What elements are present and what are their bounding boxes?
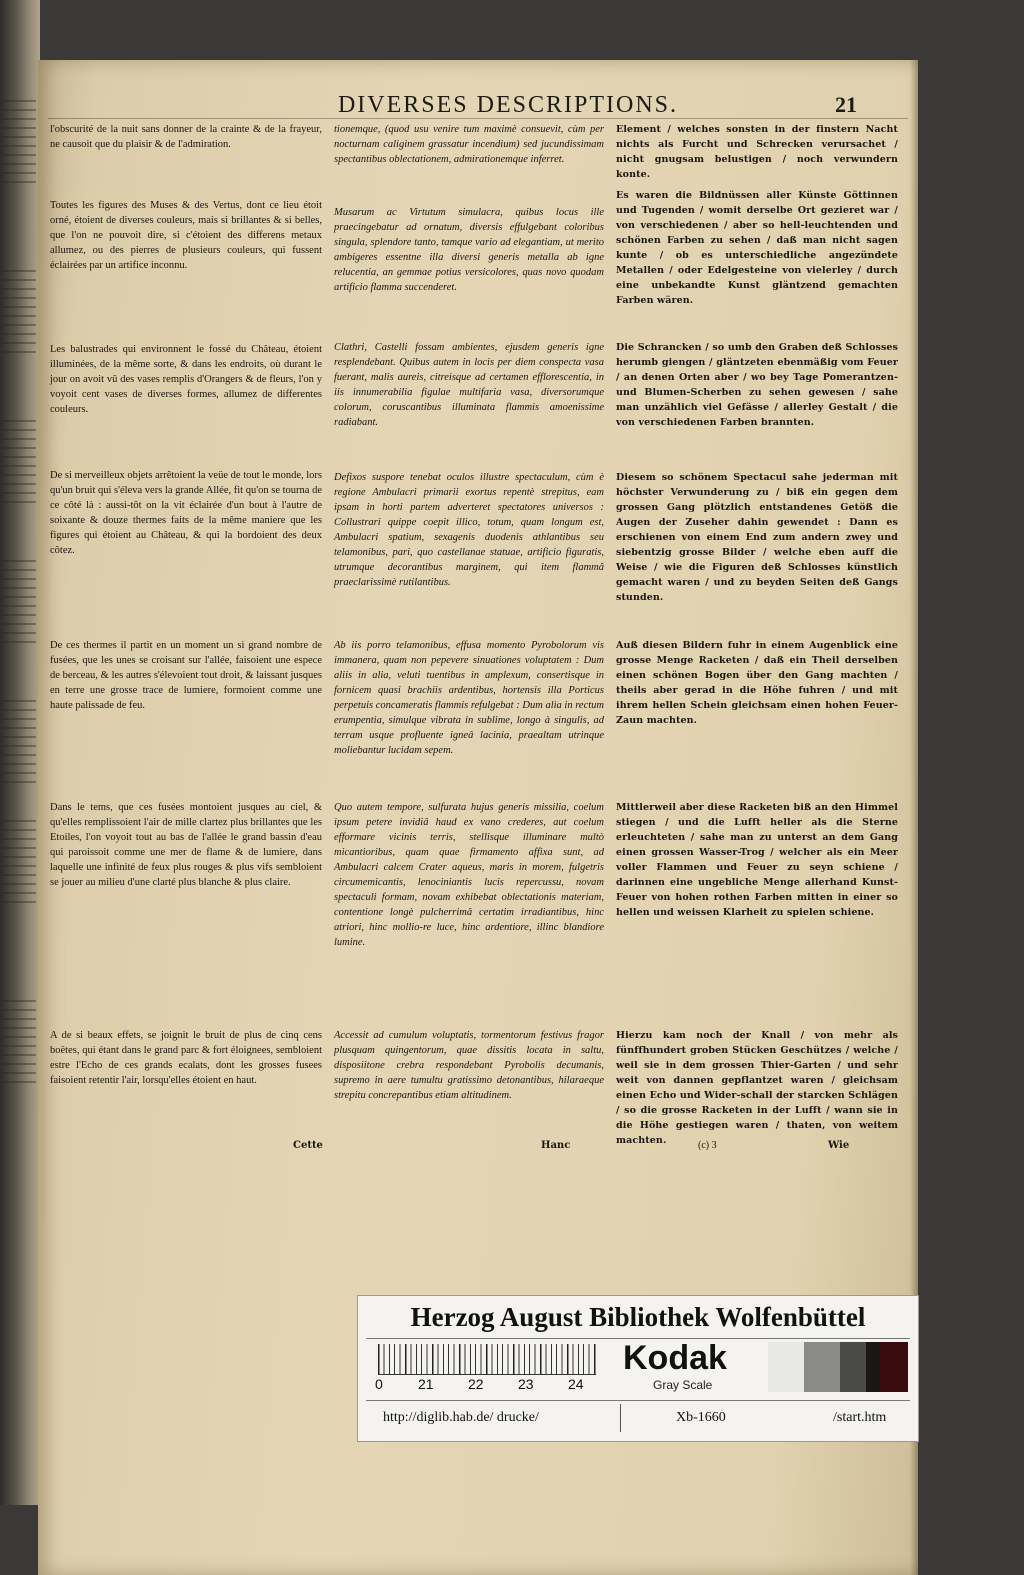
gray-swatch	[768, 1342, 804, 1392]
german-paragraph: Auß diesen Bildern fuhr in einem Augenblick eine grosse Menge Racketen / daß ein Theil derselben einen schönen Bogen über den Gang machten / theils aber gerad in die Höhe fuhren / und mit ihrem hellen Schein gleichsam einen hohen Feuer-Zaun machten.	[616, 640, 898, 726]
ruler-number: 0	[375, 1376, 383, 1392]
french-paragraph: De ces thermes il partit en un moment un si grand nombre de fusées, que les unes se croisant sur l'allée, faisoient une espece de berceau, & les autres s'élevoient tout droit, & laissant jusques en terre une grosse trace de lumiere, formoient comme une haute palissade de feu.	[50, 640, 322, 711]
running-head: DIVERSES DESCRIPTIONS.	[337, 92, 679, 118]
ruler-number: 23	[518, 1376, 534, 1392]
gray-swatch	[804, 1342, 840, 1392]
signature-mark: (c) 3	[698, 1140, 717, 1151]
latin-paragraph: Accessit ad cumulum voluptatis, tormentorum festivus fragor plusquam quingentorum, quae dissitis locata in saltu, disposiitone crebra respondebant Pyrobolis decumanis, supremo in aere tumultu gratissimo detonantibus, hilaraeque strepitu concrepantibus etiam altitudinem.	[334, 1030, 604, 1101]
gray-scale-caption: Gray Scale	[653, 1378, 713, 1392]
latin-paragraph: Clathri, Castelli fossam ambientes, ejusdem generis igne resplendebant. Quibus autem in locis per diem conspecta vasa fuerant, malis aureis, citreisque ad certamen efflorescentia, in iis innumerabilia figulae multifaria vasa, diversorumque colorum, coruscantibus illuminata flammis amoenissime radiabant.	[334, 342, 604, 428]
german-paragraph: Die Schrancken / so umb den Graben deß Schlosses herumb giengen / gläntzeten ebenmäßig vom Feuer / an denen Orten aber / wo bey Tage Pomerantzen- und Blumen-Scherben zu sehen gewesen / sahe man unzählich viel Gefässe / allerley Gestalt / die von verschiedenen Farben brannten.	[616, 342, 898, 428]
ruler-number: 24	[568, 1376, 584, 1392]
french-paragraph: Toutes les figures des Muses & des Vertus, dont ce lieu étoit orné, étoient de diverses couleurs, mais si brillantes & si belles, que l'on ne pouvoit dire, si c'étoient des differens metaux allumez, ou des pierres de plusieurs couleurs, qui fussent éclairées par un artifice inconnu.	[50, 200, 322, 271]
french-paragraph: De si merveilleux objets arrêtoient la veüe de tout le monde, lors qu'un bruit qui s'éleva vers la grande Allée, fit qu'on se tourna de ce côté là : aussi-tôt on la vit éclairée d'un bout à l'autre de soixante & douze thermes faits de la même maniere que les figures qui étoient au Château, & qui la bordoient des deux côtez.	[50, 470, 322, 556]
library-name: Herzog August Bibliothek Wolfenbüttel	[410, 1302, 866, 1332]
german-paragraph: Es waren die Bildnüssen aller Künste Göttinnen und Tugenden / womit derselbe Ort gezieret war / von verschiedenen / aber so hell-leuchtenden und schönen Farben zu sehen / daß man nicht sagen kunte / ob es unterschiedliche angezündete Metallen / oder Edelgesteine von vielerley / durch eine unbekandte Kunst gläntzend gemachten Farben wären.	[616, 190, 898, 306]
shelfmark: Xb-1660	[676, 1410, 726, 1425]
catchword-german: Wie	[828, 1140, 850, 1151]
adjacent-page-edge	[0, 0, 40, 1505]
digital-library-url: http://diglib.hab.de/ drucke/	[383, 1410, 539, 1425]
german-paragraph: Element / welches sonsten in der finstern Nacht nichts als Furcht und Schrecken verursachet / nicht gnugsam belustigen / noch verwundern konte.	[616, 124, 898, 180]
catchword-french: Cette	[293, 1140, 323, 1151]
ruler-number: 21	[418, 1376, 434, 1392]
gray-swatch	[840, 1342, 866, 1392]
latin-paragraph: Quo autem tempore, sulfurata hujus generis missilia, coelum ipsum petere invidiâ haud ex vano crederes, aut coelum efformare vicinis terris, stellisque illuminare multò micantioribus, quam quae firmamento affixa sunt, ad Ambulacri calcem Crater aqueus, maris in morem, fulgetris circumemicantis, lenociniantis lucis repercussu, novam spectaculi formam, novam exhibebat oblectationis materiam, contentione longè pulcherrimâ certatim irradiantibus, hinc atriori, hinc mollio-re luce, hinc ardentiore, illinc blandiore lumine.	[334, 802, 604, 948]
ruler-number: 22	[468, 1376, 484, 1392]
german-paragraph: Hierzu kam noch der Knall / von mehr als fünffhundert groben Stücken Geschützes / welche / weil sie in dem grossen Thier-Garten / und sehr weit von dannen gepflantzet waren / gleichsam einen Echo und Wider-schall der starcken Schlägen / so die grosse Racketen in der Lufft / wann sie in die Höhe gestiegen waren / thaten, von weitem machten.	[616, 1030, 898, 1146]
color-swatch	[880, 1342, 908, 1392]
head-rule	[48, 118, 908, 119]
gray-swatch	[866, 1342, 880, 1392]
latin-paragraph: Defixos suspore tenebat oculos illustre spectaculum, cùm è regione Ambulacri primarii exortus repentè strepitus, eam ipsam in horti partem adverteret spectatores universos : Collustrari quippe coepit illico, totum, quam longum est, Ambulacri spatium, sexagenis duodenis athlantibus seu telamonibus, pari, quo castellanae statuae, artificio figuratis, utrumque decorantibus marginem, qui item flammâ praeclarissimè rutilantibus.	[334, 472, 604, 588]
german-paragraph: Mittlerweil aber diese Racketen biß an den Himmel stiegen / und die Lufft heller als die Sterne erleuchteten / sahe man zu unterst an dem Gang einen grossen Wasser-Trog / welcher als ein Meer voller Flammen und Feuer zu seyn schiene / darinnen eine ungebliche Menge allerhand Kunst-Feuer von hohen rothen Farben mitten in einer so hellen und weissen Klarheit zu spielen schiene.	[616, 802, 898, 918]
page-number: 21	[835, 92, 857, 117]
french-paragraph: Dans le tems, que ces fusées montoient jusques au ciel, & qu'elles remplissoient l'air de mille clartez plus brillantes que les Etoiles, l'on voyoit tout au bas de l'allée le grand bassin d'eau qui paroissoit comme une mer de flame & de lumiere, dans laquelle une infinité de feux plus rouges & plus vifs sembloient se jouer au milieu d'une clarté plus blanche & plus claire.	[50, 802, 322, 888]
latin-paragraph: Musarum ac Virtutum simulacra, quibus locus ille praecingebatur ad ornatum, diversis effulgebant coloribus singula, splendore tanto, tamque vario ad elegantiam, ut merito ambigeres essentne illa diversi generis metalla ab igne relucentia, an gemmae potius versicolores, quas novo quodam artificio flamma succenderet.	[334, 207, 604, 293]
latin-paragraph: tionemque, (quod usu venire tum maximè consuevit, cùm per nocturnam caliginem grassatur incendium) sed jucundissimam spectantibus oblectationem, admirationemque inferret.	[334, 124, 604, 165]
archive-label	[357, 1295, 919, 1442]
url-suffix: /start.htm	[833, 1410, 887, 1425]
label-divider	[366, 1400, 910, 1401]
measure-ruler-major-ticks	[378, 1344, 596, 1374]
french-paragraph: Les balustrades qui environnent le fossé du Château, étoient illuminées, de la même sorte, & dans les endroits, où durant le jour on avoit vû des vases remplis d'Orangers & de fleurs, l'on y voyoit cent vases de diverses formes, allumez de differentes couleurs.	[50, 344, 322, 415]
french-paragraph: A de si beaux effets, se joignit le bruit de plus de cinq cens boëtes, qui étant dans le grand parc & fort éloignees, sembloient estre l'Echo de ces grands ecalats, dont les grosses fusees faisoient retentir l'air, lorsqu'elles étoient en haut.	[50, 1030, 322, 1086]
latin-paragraph: Ab iis porro telamonibus, effusa momento Pyrobolorum vis immanera, quam non pepevere sinuationes voluptatem : Dum aliis in alia, veluti tuentibus in amplexum, consertisque in fornicem quasi brachiis ardentibus, hortensis illa Porticus perpetuis concameratis flammis refulgebat : Dum alia in rectum erumpentia, simulque vibrata in sublime, longo à singulis, ad terram usque profluente igneâ lacinia, praealtam utrinque moliebantur lucidam sepem.	[334, 640, 604, 756]
catchword-latin: Hanc	[541, 1140, 571, 1151]
german-paragraph: Diesem so schönem Spectacul sahe jederman mit höchster Verwunderung zu / biß ein gegen dem grossen Gang plötzlich entstandenes Getöß die Augen der Zuseher dahin gewendet : Dann es erschienen von einem End zum andern zwey und siebentzig grosse Bilder / welche eben auff die Weise / wie die Figuren deß Schlosses künstlich gemacht waren / und zu beyden Seiten deß Gangs stunden.	[616, 472, 898, 603]
kodak-logo: Kodak	[623, 1339, 727, 1377]
separator	[620, 1404, 621, 1432]
french-paragraph: l'obscurité de la nuit sans donner de la crainte & de la frayeur, ne causoit que du plaisir & de l'admiration.	[50, 124, 322, 150]
